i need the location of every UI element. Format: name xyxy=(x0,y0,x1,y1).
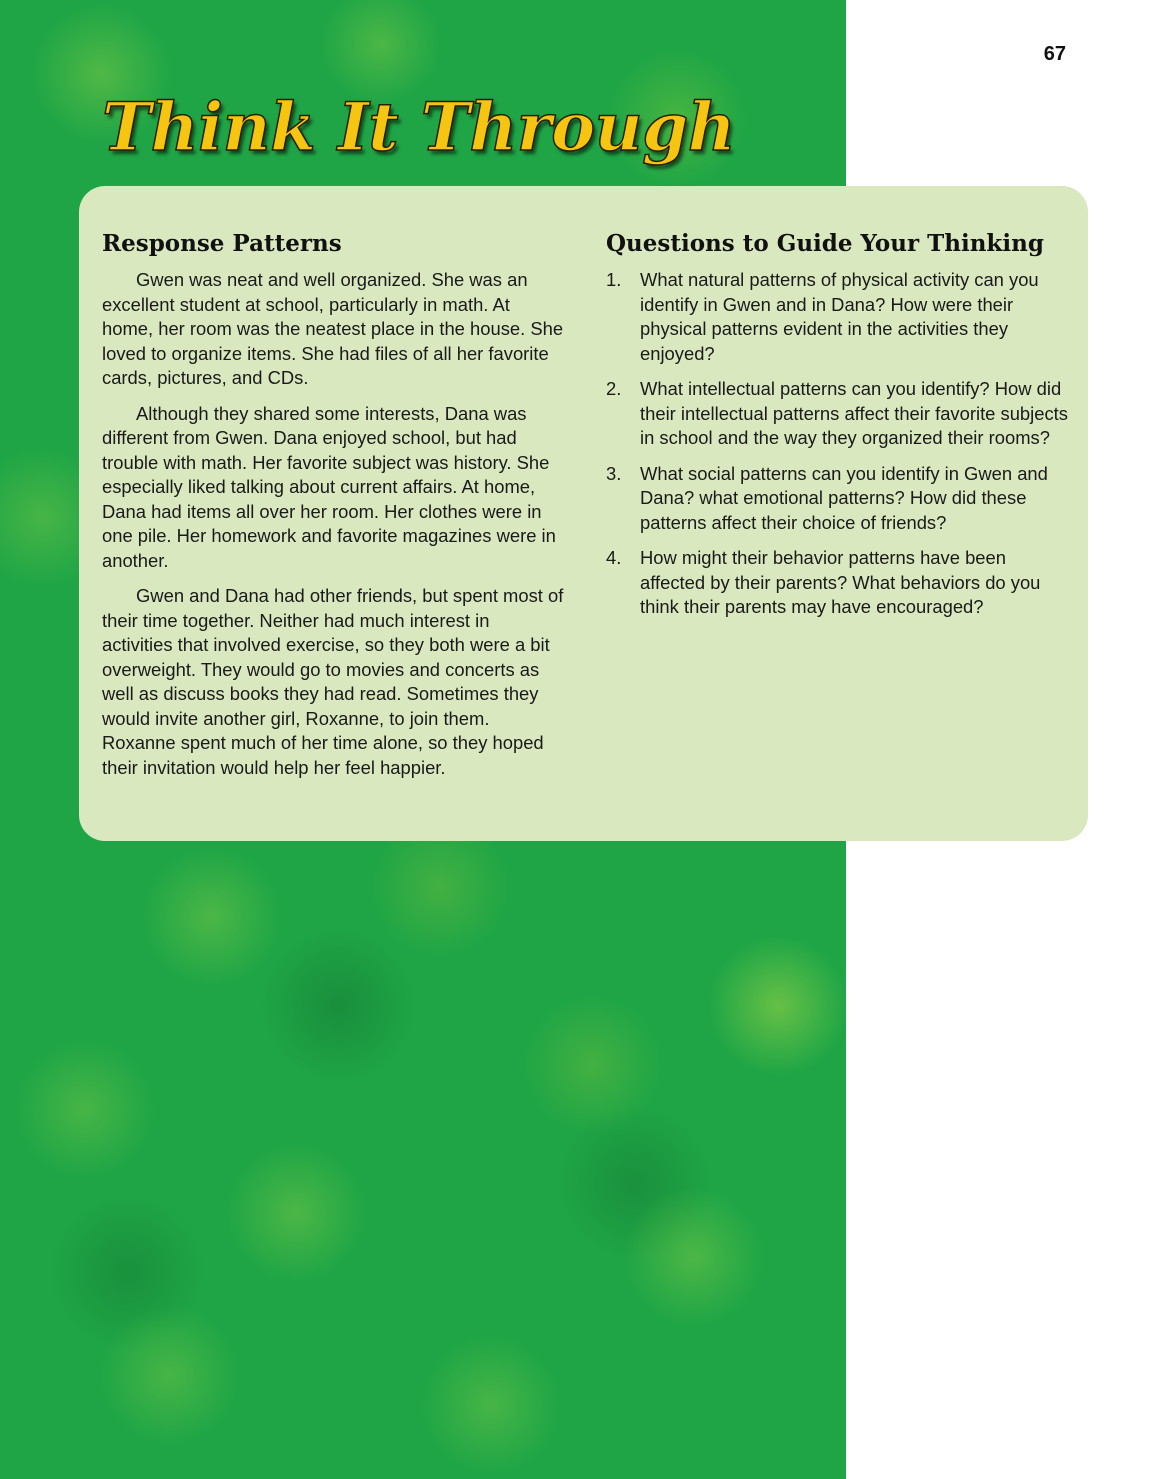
question-item xyxy=(606,546,1068,620)
story-paragraph: Gwen and Dana had other friends, but spent most of their time together. Neither had much interest in activities that involved exercise, so they both were a bit overweight. They would go to movies and concerts as well as discuss books they had read. Sometimes they would invite another girl, Roxanne, to join them. Roxanne spent much of her time alone, so they hoped their invitation would help her feel happier. xyxy=(102,585,564,778)
question-text: How might their behavior patterns have been affected by their parents? What behaviors do you think their parents may have encouraged? xyxy=(640,547,1041,617)
question-item xyxy=(606,377,1068,451)
section-heading-response-patterns: Response Patterns xyxy=(102,230,342,257)
story-paragraph: Although they shared some interests, Dana was different from Gwen. Dana enjoyed school, but had trouble with math. Her favorite subject was history. She especially liked talking about current affairs. At home, Dana had items all over her room. Her clothes were in one pile. Her homework and favorite magazines were in another. xyxy=(102,402,556,571)
question-text: What social patterns can you identify in Gwen and Dana? what emotional patterns? How did these patterns affect their choice of friends? xyxy=(640,462,1048,533)
page-number: 67 xyxy=(1043,43,1066,65)
question-text: What intellectual patterns can you identify? How did their intellectual patterns affect their favorite subjects in school and the way they organized their rooms? xyxy=(640,378,1068,448)
question-list xyxy=(606,268,1068,620)
page-title: Think It Through xyxy=(102,88,736,166)
question-item xyxy=(606,268,1068,366)
section-heading-guide-questions: Questions to Guide Your Thinking xyxy=(606,230,1044,257)
content-card xyxy=(79,186,1088,841)
guide-questions-section xyxy=(606,228,1068,631)
question-number: 2. xyxy=(606,378,622,399)
question-number: 1. xyxy=(606,269,622,290)
response-patterns-section xyxy=(102,228,564,791)
story-paragraph: Gwen was neat and well organized. She was an excellent student at school, particularly in math. At home, her room was the neatest place in the house. She loved to organize items. She had files of all her favorite cards, pictures, and CDs. xyxy=(102,269,564,388)
question-number: 3. xyxy=(606,462,622,484)
question-number: 4. xyxy=(606,547,622,568)
question-text: What natural patterns of physical activity can you identify in Gwen and in Dana? How were their physical patterns evident in the activities they enjoyed? xyxy=(640,269,1039,364)
question-item xyxy=(606,462,1068,536)
